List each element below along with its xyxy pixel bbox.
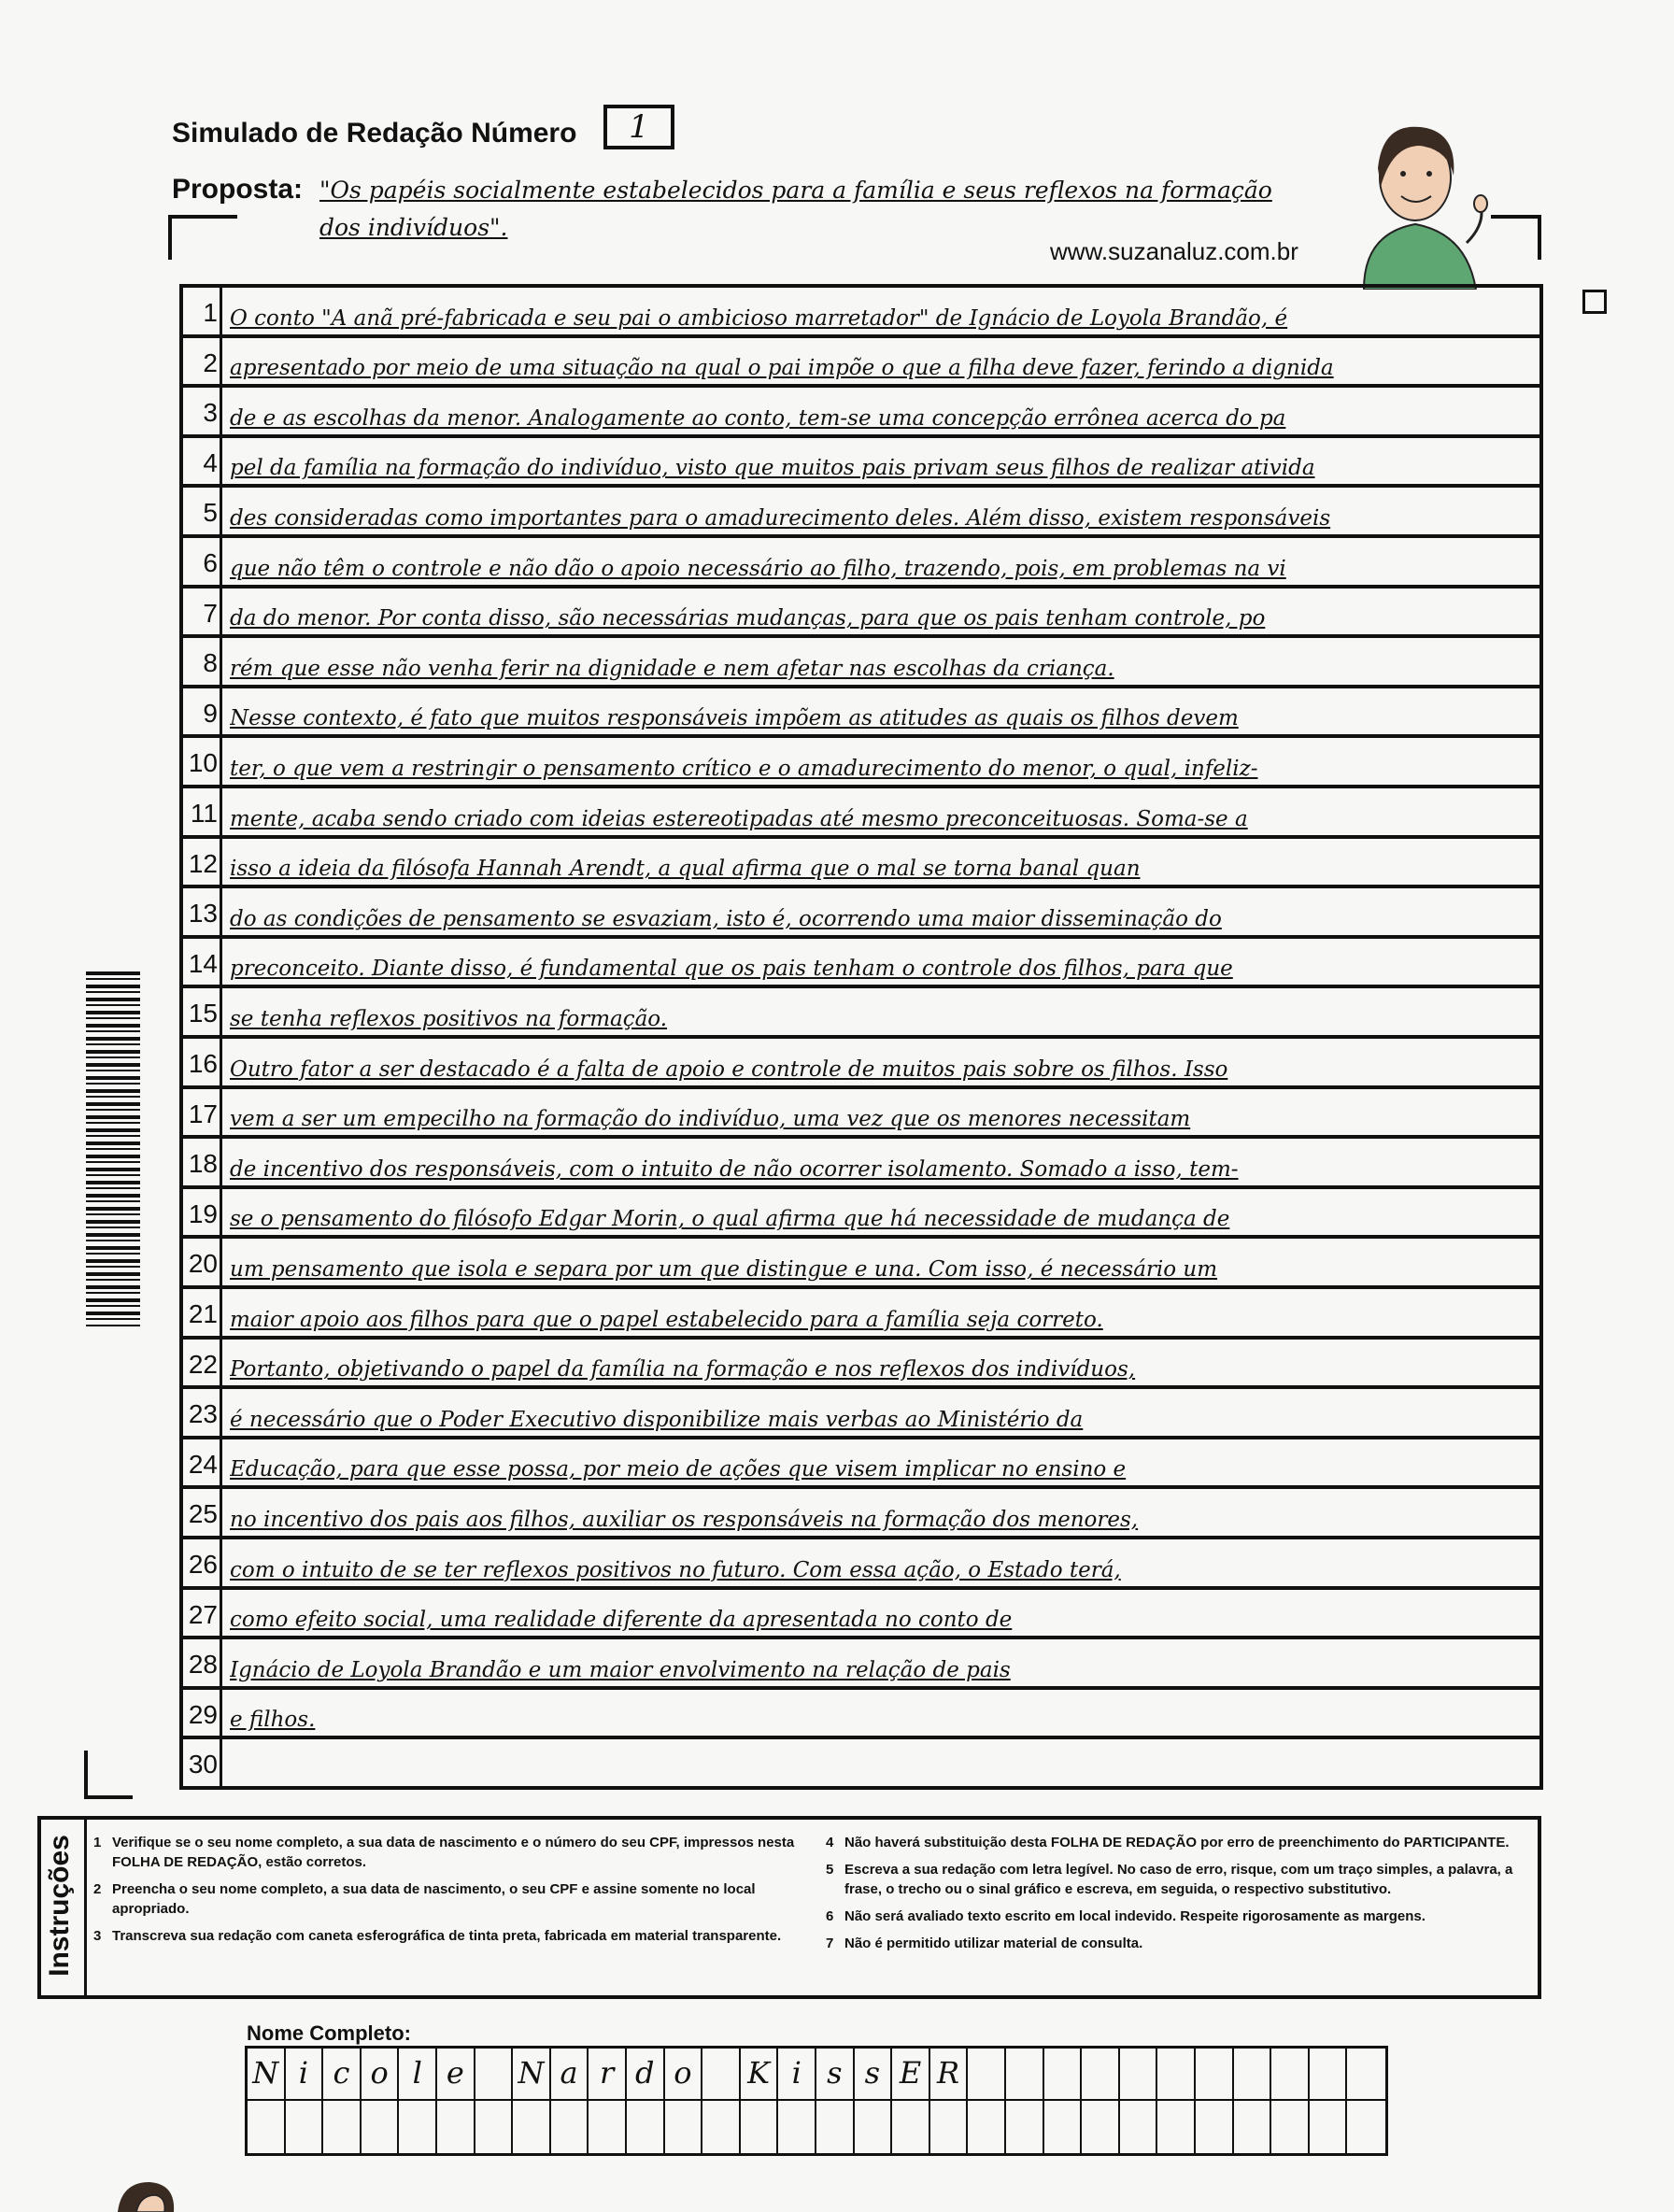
- name-cell[interactable]: [1006, 2049, 1044, 2101]
- name-cell[interactable]: [1157, 2049, 1196, 2101]
- line-text: Ignácio de Loyola Brandão e um maior envolvimento na relação de pais: [230, 1657, 1011, 1682]
- name-cell[interactable]: [968, 2049, 1006, 2101]
- instructions-divider: [84, 1820, 87, 1995]
- instruction-text: Preencha o seu nome completo, a sua data de nascimento, o seu CPF e assine somente no local apropriado.: [112, 1881, 756, 1917]
- essay-line: [183, 738, 1539, 788]
- name-cell[interactable]: [286, 2101, 324, 2153]
- line-number: 1: [183, 288, 222, 334]
- instruction-text: Verifique se o seu nome completo, a sua data de nascimento e o número do seu CPF, impressos nesta FOLHA DE REDAÇÃO, estão corretos.: [112, 1835, 795, 1870]
- name-cell[interactable]: i: [286, 2049, 324, 2101]
- name-cell[interactable]: e: [437, 2049, 475, 2101]
- line-text: de e as escolhas da menor. Analogamente ao conto, tem-se uma concepção errônea acerca do pa: [230, 405, 1286, 431]
- name-cell[interactable]: r: [589, 2049, 627, 2101]
- name-cell[interactable]: [1157, 2101, 1196, 2153]
- line-number: 21: [183, 1289, 222, 1336]
- essay-line: [183, 488, 1539, 538]
- line-number: 12: [183, 839, 222, 886]
- essay-lines-area: [179, 284, 1543, 1790]
- name-cell[interactable]: N: [513, 2049, 551, 2101]
- name-label: Nome Completo:: [247, 2021, 411, 2045]
- essay-number-box: 1: [603, 105, 674, 149]
- name-cell[interactable]: [702, 2101, 741, 2153]
- essay-line: [183, 1340, 1539, 1390]
- name-cell[interactable]: [437, 2101, 475, 2153]
- name-cell[interactable]: [1271, 2049, 1310, 2101]
- line-text: um pensamento que isola e separa por um que distingue e una. Com isso, é necessário um: [230, 1256, 1218, 1282]
- instruction-text: Transcreva sua redação com caneta esferográfica de tinta preta, fabricada em material transparente.: [112, 1928, 782, 1944]
- essay-line: [183, 1439, 1539, 1490]
- proposta-label: Proposta:: [172, 174, 304, 205]
- name-cell[interactable]: N: [248, 2049, 286, 2101]
- instruction-item: [93, 1926, 813, 1946]
- line-text: pel da família na formação do indivíduo, visto que muitos pais privam seus filhos de realizar ativida: [230, 456, 1315, 481]
- name-cell[interactable]: [399, 2101, 437, 2153]
- name-cell[interactable]: d: [627, 2049, 665, 2101]
- name-cell[interactable]: [816, 2101, 855, 2153]
- line-text: mente, acaba sendo criado com ideias estereotipadas até mesmo preconceituosas. Soma-se a: [230, 806, 1248, 831]
- line-text: vem a ser um empecilho na formação do indivíduo, uma vez que os menores necessitam: [230, 1107, 1191, 1132]
- line-text: O conto "A anã pré-fabricada e seu pai o ambicioso marretador" de Ignácio de Loyola Brandão, é: [230, 305, 1288, 331]
- page-title: Simulado de Redação Número: [172, 118, 577, 149]
- line-number: 16: [183, 1039, 222, 1085]
- proposta-text: "Os papéis socialmente estabelecidos para a família e seus reflexos na formação dos indivíduos".: [319, 177, 1272, 241]
- name-cell[interactable]: c: [323, 2049, 362, 2101]
- essay-line: [183, 1189, 1539, 1240]
- essay-line: [183, 888, 1539, 939]
- name-cell[interactable]: [1120, 2049, 1158, 2101]
- essay-line: [183, 1289, 1539, 1340]
- instruction-text: Não será avaliado texto escrito em local indevido. Respeite rigorosamente as margens.: [844, 1908, 1426, 1924]
- line-text: do as condições de pensamento se esvaziam, isto é, ocorrendo uma maior disseminação do: [230, 906, 1222, 931]
- name-cell[interactable]: [323, 2101, 362, 2153]
- name-cell[interactable]: [1006, 2101, 1044, 2153]
- name-cell[interactable]: E: [892, 2049, 930, 2101]
- line-number: 7: [183, 588, 222, 635]
- essay-line: [183, 988, 1539, 1039]
- name-cell[interactable]: [551, 2101, 589, 2153]
- instruction-item: [93, 1879, 813, 1919]
- name-cell[interactable]: [1347, 2101, 1385, 2153]
- line-text: no incentivo dos pais aos filhos, auxiliar os responsáveis na formação dos menores,: [230, 1507, 1139, 1532]
- essay-line: [183, 338, 1539, 389]
- name-cell[interactable]: [1234, 2049, 1272, 2101]
- instruction-text: Não haverá substituição desta FOLHA DE REDAÇÃO por erro de preenchimento do PARTICIPANTE.: [844, 1835, 1510, 1850]
- essay-line: [183, 788, 1539, 839]
- bottom-avatar-icon: [108, 2178, 183, 2212]
- essay-line: [183, 1690, 1539, 1740]
- essay-line: [183, 939, 1539, 989]
- instruction-number: 6: [826, 1908, 834, 1924]
- essay-line: [183, 1139, 1539, 1189]
- name-cell[interactable]: [1347, 2049, 1385, 2101]
- line-text: que não têm o controle e não dão o apoio necessário ao filho, trazendo, pois, em problemas na vi: [230, 556, 1286, 581]
- line-text: isso a ideia da filósofa Hannah Arendt, a qual afirma que o mal se torna banal quan: [230, 857, 1141, 882]
- name-cell[interactable]: [248, 2101, 286, 2153]
- name-cell[interactable]: o: [362, 2049, 400, 2101]
- name-cell[interactable]: [1271, 2101, 1310, 2153]
- name-cell[interactable]: a: [551, 2049, 589, 2101]
- name-cell[interactable]: [1120, 2101, 1158, 2153]
- line-text: Portanto, objetivando o papel da família na formação e nos reflexos dos indivíduos,: [230, 1357, 1136, 1382]
- instruction-number: 7: [826, 1936, 834, 1951]
- line-text: ter, o que vem a restringir o pensamento crítico e o amadurecimento do menor, o qual, infeliz-: [230, 756, 1258, 781]
- line-number: 25: [183, 1489, 222, 1536]
- line-number: 8: [183, 638, 222, 685]
- name-cell[interactable]: [1310, 2101, 1348, 2153]
- line-number: 2: [183, 338, 222, 385]
- line-number: 30: [183, 1739, 222, 1786]
- name-cell[interactable]: s: [855, 2049, 893, 2101]
- essay-line: [183, 1739, 1539, 1790]
- line-text: e filhos.: [230, 1708, 316, 1733]
- name-cell[interactable]: [589, 2101, 627, 2153]
- essay-line: [183, 839, 1539, 889]
- name-cell[interactable]: [855, 2101, 893, 2153]
- name-cell[interactable]: [741, 2101, 779, 2153]
- name-cell[interactable]: s: [816, 2049, 855, 2101]
- instruction-number: 1: [93, 1835, 102, 1850]
- line-text: Outro fator a ser destacado é a falta de apoio e controle de muitos pais sobre os filhos. Isso: [230, 1056, 1228, 1082]
- instructions-right-column: [826, 1833, 1536, 1961]
- instruction-text: Não é permitido utilizar material de consulta.: [844, 1936, 1143, 1951]
- essay-line: [183, 688, 1539, 739]
- line-number: 3: [183, 388, 222, 434]
- line-text: des consideradas como importantes para o amadurecimento deles. Além disso, existem responsáveis: [230, 505, 1331, 531]
- essay-line: [183, 638, 1539, 688]
- name-cell[interactable]: [1310, 2049, 1348, 2101]
- avatar-illustration-icon: [1326, 103, 1504, 290]
- name-cell[interactable]: [892, 2101, 930, 2153]
- instructions-left-column: [93, 1833, 813, 1953]
- essay-line: [183, 1039, 1539, 1089]
- line-text: Educação, para que esse possa, por meio de ações que visem implicar no ensino e: [230, 1457, 1127, 1482]
- line-number: 27: [183, 1590, 222, 1637]
- line-text: preconceito. Diante disso, é fundamental que os pais tenham o controle dos filhos, para que: [230, 957, 1233, 982]
- instruction-number: 4: [826, 1835, 834, 1850]
- instruction-item: [826, 1833, 1536, 1852]
- instruction-item: [826, 1907, 1536, 1926]
- line-text: maior apoio aos filhos para que o papel estabelecido para a família seja correto.: [230, 1307, 1103, 1332]
- website-url: www.suzanaluz.com.br: [1050, 237, 1298, 265]
- name-cell[interactable]: [513, 2101, 551, 2153]
- line-number: 24: [183, 1439, 222, 1486]
- line-number: 22: [183, 1340, 222, 1386]
- name-cell[interactable]: K: [741, 2049, 779, 2101]
- essay-line: [183, 538, 1539, 588]
- name-cell[interactable]: [1234, 2101, 1272, 2153]
- registration-square: [1582, 290, 1607, 314]
- line-text: Nesse contexto, é fato que muitos responsáveis impõem as atitudes as quais os filhos devem: [230, 706, 1239, 731]
- essay-line: [183, 1389, 1539, 1439]
- line-number: 11: [183, 788, 222, 835]
- name-cell[interactable]: [665, 2101, 703, 2153]
- instruction-number: 3: [93, 1928, 102, 1944]
- name-cell[interactable]: [1196, 2101, 1234, 2153]
- line-number: 17: [183, 1089, 222, 1136]
- line-text: é necessário que o Poder Executivo disponibilize mais verbas ao Ministério da: [230, 1407, 1084, 1432]
- line-number: 18: [183, 1139, 222, 1185]
- line-number: 26: [183, 1539, 222, 1586]
- line-text: com o intuito de se ter reflexos positivos no futuro. Com essa ação, o Estado terá,: [230, 1557, 1121, 1582]
- line-text: se o pensamento do filósofo Edgar Morin, o qual afirma que há necessidade de mudança de: [230, 1207, 1230, 1232]
- essay-line: [183, 288, 1539, 338]
- name-cell[interactable]: [627, 2101, 665, 2153]
- instruction-item: [826, 1860, 1536, 1899]
- name-cell[interactable]: R: [930, 2049, 969, 2101]
- instruction-number: 2: [93, 1881, 102, 1897]
- essay-line: [183, 438, 1539, 489]
- line-number: 6: [183, 538, 222, 585]
- line-number: 10: [183, 738, 222, 785]
- instruction-number: 5: [826, 1862, 834, 1878]
- line-number: 5: [183, 488, 222, 534]
- line-text: se tenha reflexos positivos na formação.: [230, 1006, 668, 1031]
- barcode-icon: [86, 971, 140, 1326]
- instruction-item: [826, 1934, 1536, 1953]
- margin-corner-bottom-left: [84, 1751, 133, 1799]
- essay-line: [183, 1539, 1539, 1590]
- line-number: 20: [183, 1239, 222, 1285]
- name-grid: [245, 2046, 1388, 2156]
- line-text: da do menor. Por conta disso, são necessárias mudanças, para que os pais tenham controle, po: [230, 606, 1266, 631]
- name-cell[interactable]: [1082, 2101, 1120, 2153]
- line-number: 13: [183, 888, 222, 935]
- line-number: 4: [183, 438, 222, 485]
- essay-line: [183, 1489, 1539, 1539]
- name-cell[interactable]: [968, 2101, 1006, 2153]
- essay-line: [183, 1639, 1539, 1690]
- name-cell[interactable]: [475, 2101, 514, 2153]
- line-number: 19: [183, 1189, 222, 1236]
- essay-line: [183, 1239, 1539, 1289]
- essay-line: [183, 388, 1539, 438]
- line-number: 29: [183, 1690, 222, 1737]
- line-text: de incentivo dos responsáveis, com o intuito de não ocorrer isolamento. Somado a isso, tem-: [230, 1156, 1239, 1182]
- instructions-label: Instruções: [44, 1835, 75, 1977]
- name-cell[interactable]: [702, 2049, 741, 2101]
- name-cell[interactable]: [1082, 2049, 1120, 2101]
- line-number: 28: [183, 1639, 222, 1686]
- line-number: 15: [183, 988, 222, 1035]
- name-cell[interactable]: [1196, 2049, 1234, 2101]
- name-cell[interactable]: [778, 2101, 816, 2153]
- line-text: como efeito social, uma realidade diferente da apresentada no conto de: [230, 1608, 1013, 1633]
- line-text: apresentado por meio de uma situação na qual o pai impõe o que a filha deve fazer, ferindo a dignida: [230, 356, 1334, 381]
- name-cell[interactable]: [362, 2101, 400, 2153]
- name-cell[interactable]: [1044, 2049, 1083, 2101]
- name-cell[interactable]: o: [665, 2049, 703, 2101]
- name-cell[interactable]: [475, 2049, 514, 2101]
- line-number: 9: [183, 688, 222, 735]
- line-number: 14: [183, 939, 222, 985]
- essay-line: [183, 1590, 1539, 1640]
- line-number: 23: [183, 1389, 222, 1436]
- instruction-text: Escreva a sua redação com letra legível. No caso de erro, risque, com um traço simples, a palavra, a frase, o trecho ou o sinal gráfico e escreva, em seguida, o respectivo substitutivo.: [844, 1862, 1513, 1897]
- name-cell[interactable]: i: [778, 2049, 816, 2101]
- name-cell[interactable]: [1044, 2101, 1083, 2153]
- essay-line: [183, 588, 1539, 639]
- margin-corner-top-left: [168, 215, 237, 260]
- instruction-item: [93, 1833, 813, 1872]
- name-cell[interactable]: l: [399, 2049, 437, 2101]
- name-cell[interactable]: [930, 2101, 969, 2153]
- essay-line: [183, 1089, 1539, 1140]
- line-text: rém que esse não venha ferir na dignidade e nem afetar nas escolhas da criança.: [230, 656, 1114, 681]
